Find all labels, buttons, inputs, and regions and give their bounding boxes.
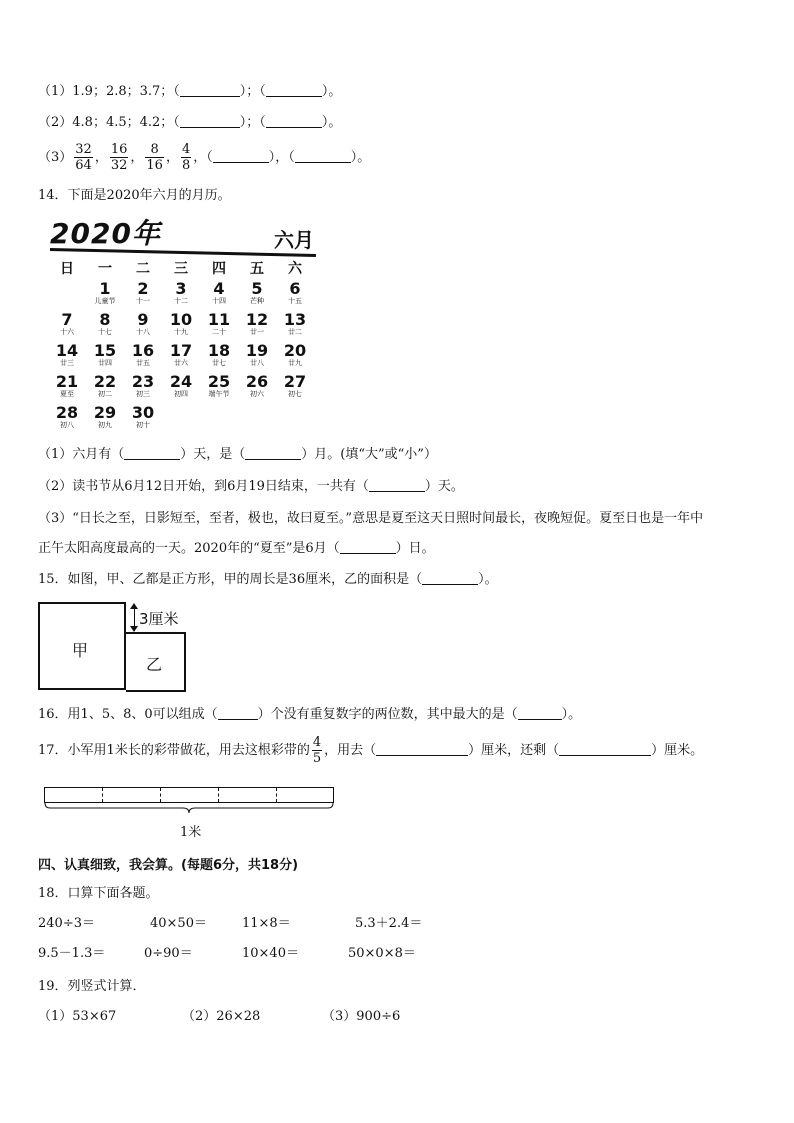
q17-b: ，用去（ — [324, 743, 377, 758]
q18-r1c3: 11×8＝ — [242, 916, 291, 931]
q14-sub-2 — [38, 477, 464, 497]
ribbon-division — [160, 788, 161, 802]
separator: ， — [130, 150, 144, 165]
weekday: 六 — [288, 261, 302, 277]
q18-r1c1: 240÷3＝ — [38, 916, 95, 931]
calendar-day-number: 28 — [55, 403, 79, 422]
brace-icon — [44, 803, 334, 813]
calendar-lunar-label: 初八 — [60, 421, 74, 429]
calendar-day-number: 10 — [169, 310, 193, 329]
ribbon-length-label: 1米 — [180, 825, 202, 840]
q18-r2c1: 9.5－1.3＝ — [38, 946, 106, 961]
answer-blank[interactable] — [266, 113, 322, 128]
q13-1-mid: ）；（ — [239, 84, 266, 99]
calendar-day-number: 3 — [175, 279, 187, 298]
calendar-lunar-label: 廿四 — [98, 359, 112, 367]
calendar-day-number: 5 — [251, 279, 263, 298]
calendar-day — [124, 280, 162, 306]
answer-blank[interactable] — [422, 570, 478, 585]
answer-blank[interactable] — [295, 148, 351, 163]
calendar-lunar-label: 十九 — [174, 328, 188, 336]
calendar-lunar-label: 初二 — [98, 390, 112, 398]
calendar-lunar-label: 初六 — [250, 390, 264, 398]
answer-blank[interactable] — [213, 148, 269, 163]
q17-text — [38, 732, 703, 770]
q19-item-2: （2）26×28 — [182, 1009, 261, 1024]
answer-blank[interactable] — [369, 477, 425, 492]
answer-blank[interactable] — [376, 741, 468, 756]
calendar-day — [238, 373, 276, 399]
calendar-day — [162, 311, 200, 337]
calendar-day — [86, 373, 124, 399]
calendar-day — [48, 404, 86, 430]
label-yi: 乙 — [146, 655, 163, 674]
calendar-lunar-label: 廿七 — [212, 359, 226, 367]
answer-blank[interactable] — [559, 741, 651, 756]
label-dimension: 3厘米 — [139, 610, 179, 628]
q18-title: 18．口算下面各题。 — [38, 886, 159, 901]
calendar-day — [86, 311, 124, 337]
q15-a: 15．如图，甲、乙都是正方形，甲的周长是36厘米，乙的面积是（ — [38, 572, 423, 587]
ribbon-division — [276, 788, 277, 802]
q16-c: ）。 — [561, 707, 582, 722]
calendar-day-number: 23 — [131, 372, 155, 391]
q18-r2c3: 10×40＝ — [242, 946, 299, 961]
q13-2-mid: ）；（ — [239, 115, 266, 130]
calendar-month: 六月 — [274, 228, 314, 252]
q14-3-a: 正午太阳高度最高的一天。2020年的“夏至”是6月（ — [38, 541, 340, 556]
q15-text — [38, 570, 498, 590]
calendar-lunar-label: 廿一 — [250, 328, 264, 336]
q13-3-prefix: （3） — [38, 150, 73, 165]
answer-blank[interactable] — [124, 445, 180, 460]
calendar-lunar-label: 廿三 — [60, 359, 74, 367]
calendar-day — [86, 280, 124, 306]
calendar-lunar-label: 廿五 — [136, 359, 150, 367]
calendar-lunar-label: 廿二 — [288, 328, 302, 336]
calendar-day — [86, 404, 124, 430]
calendar-day — [276, 311, 314, 337]
calendar-lunar-label: 十一 — [136, 297, 150, 305]
calendar-day-number: 29 — [93, 403, 117, 422]
q13-3-mid: ），（ — [268, 150, 295, 165]
calendar-lunar-label: 芒种 — [250, 297, 264, 305]
calendar-day — [200, 311, 238, 337]
calendar-day — [238, 342, 276, 368]
calendar-day — [124, 311, 162, 337]
calendar-lunar-label: 廿八 — [250, 359, 264, 367]
q14-2-a: （2）读书节从6月12日开始，到6月19日结束，一共有（ — [38, 479, 369, 494]
answer-blank[interactable] — [218, 705, 258, 720]
calendar-day-number: 9 — [137, 310, 149, 329]
q18-r1c4: 5.3＋2.4＝ — [355, 916, 423, 931]
section-heading: 四、认真细致，我会算。(每题6分，共18分) — [38, 858, 299, 873]
q14-3-b: ）日。 — [395, 541, 435, 556]
calendar-day-number: 14 — [55, 341, 79, 360]
arrow-down-icon — [130, 626, 138, 632]
calendar-lunar-label: 二十 — [212, 328, 226, 336]
calendar-day-number: 4 — [213, 279, 225, 298]
weekday: 四 — [212, 261, 226, 277]
calendar-day-number: 6 — [289, 279, 301, 298]
calendar-day-number: 7 — [61, 310, 73, 329]
ribbon-bar — [44, 787, 334, 803]
q14-1-b: ）天，是（ — [180, 447, 246, 462]
q19-title: 19．列竖式计算． — [38, 979, 146, 994]
arrow-up-icon — [130, 603, 138, 609]
calendar-day — [48, 373, 86, 399]
calendar-day-number: 18 — [207, 341, 231, 360]
calendar-lunar-label: 十七 — [98, 328, 112, 336]
calendar-day-number: 13 — [283, 310, 307, 329]
calendar-day — [238, 280, 276, 306]
q14-1-a: （1）六月有（ — [38, 447, 125, 462]
calendar-day-number: 19 — [245, 341, 269, 360]
calendar-lunar-label: 初九 — [98, 421, 112, 429]
calendar-day-number: 12 — [245, 310, 269, 329]
calendar-day-number: 16 — [131, 341, 155, 360]
calendar-lunar-label: 廿六 — [174, 359, 188, 367]
q18-r1c2: 40×50＝ — [150, 916, 207, 931]
calendar-day-number: 27 — [283, 372, 307, 391]
q19-item-3: （3）900÷6 — [322, 1009, 401, 1024]
q17-c: ）厘米，还剩（ — [468, 743, 560, 758]
calendar-day-number: 8 — [99, 310, 111, 329]
calendar-lunar-label: 初十 — [136, 421, 150, 429]
answer-blank[interactable] — [180, 82, 240, 97]
calendar-day-number: 15 — [93, 341, 117, 360]
calendar-day — [162, 373, 200, 399]
calendar-lunar-label: 十四 — [212, 297, 226, 305]
fraction: $\frac{4}{8}$ — [181, 142, 191, 173]
q18-r2c2: 0÷90＝ — [144, 946, 193, 961]
calendar-day-number: 1 — [99, 279, 111, 298]
calendar-day — [124, 373, 162, 399]
calendar-day — [162, 280, 200, 306]
separator: ， — [165, 150, 179, 165]
calendar-image — [46, 210, 318, 436]
weekday: 一 — [98, 261, 112, 277]
q16-a: 16．用1、5、8、0可以组成（ — [38, 707, 218, 722]
calendar-lunar-label: 十八 — [136, 328, 150, 336]
weekday: 二 — [136, 261, 150, 277]
answer-blank[interactable] — [245, 445, 301, 460]
calendar-day — [276, 342, 314, 368]
ribbon-figure — [44, 787, 340, 841]
q13-3-open: ，（ — [193, 150, 213, 165]
calendar-day — [124, 342, 162, 368]
calendar-day — [162, 342, 200, 368]
fraction: $\frac{16}{32}$ — [110, 142, 128, 173]
q14-title: 14．下面是2020年六月的月历。 — [38, 188, 231, 203]
q15-b: ）。 — [478, 572, 498, 587]
q13-line-3 — [38, 140, 370, 176]
q16-text — [38, 705, 581, 725]
q13-line-1 — [38, 82, 341, 102]
calendar-day-number: 24 — [169, 372, 193, 391]
calendar-weekday-row — [46, 258, 318, 278]
weekday: 三 — [174, 261, 188, 277]
calendar-lunar-label: 十五 — [288, 297, 302, 305]
answer-blank[interactable] — [266, 82, 322, 97]
answer-blank[interactable] — [340, 539, 396, 554]
calendar-day — [86, 342, 124, 368]
q18-r2c4: 50×0×8＝ — [348, 946, 416, 961]
calendar-day — [238, 311, 276, 337]
q19-item-1: （1）53×67 — [38, 1009, 117, 1024]
calendar-lunar-label: 十二 — [174, 297, 188, 305]
calendar-day — [200, 280, 238, 306]
answer-blank[interactable] — [180, 113, 240, 128]
q13-2-prefix: （2）4.8；4.5；4.2；（ — [38, 115, 180, 130]
fraction: $\frac{4}{5}$ — [312, 735, 322, 766]
calendar-lunar-label: 端午节 — [208, 390, 230, 398]
q13-3-end: ）。 — [350, 150, 371, 165]
q14-sub-3-line-2 — [38, 539, 435, 559]
q14-1-c: ）月。(填“大”或“小”） — [301, 447, 437, 462]
calendar-lunar-label: 初七 — [288, 390, 302, 398]
fraction: $\frac{8}{16}$ — [146, 142, 163, 173]
q14-2-b: ）天。 — [424, 479, 464, 494]
calendar-day — [48, 342, 86, 368]
calendar-lunar-label: 儿童节 — [94, 297, 116, 305]
q17-a: 17．小军用1米长的彩带做花，用去这根彩带的 — [38, 743, 310, 758]
calendar-day — [124, 404, 162, 430]
squares-figure — [38, 602, 188, 694]
calendar-day — [48, 311, 86, 337]
calendar-lunar-label: 十六 — [60, 328, 74, 336]
calendar-day-number: 21 — [55, 372, 79, 391]
calendar-day-number: 30 — [131, 403, 155, 422]
q14-sub-1 — [38, 445, 437, 465]
q13-line-2 — [38, 113, 341, 133]
calendar-day — [200, 373, 238, 399]
q17-d: ）厘米。 — [651, 743, 704, 758]
calendar-day-number: 25 — [207, 372, 231, 391]
answer-blank[interactable] — [518, 705, 562, 720]
fraction: $\frac{32}{64}$ — [75, 142, 92, 173]
q16-b: ）个没有重复数字的两位数，其中最大的是（ — [257, 707, 518, 722]
separator: ， — [94, 150, 108, 165]
calendar-day-number: 17 — [169, 341, 193, 360]
calendar-day — [276, 373, 314, 399]
weekday: 日 — [60, 261, 74, 277]
weekday: 五 — [250, 261, 264, 277]
calendar-lunar-label: 夏至 — [60, 390, 74, 398]
q13-2-end: ）。 — [321, 115, 342, 130]
calendar-day-number: 22 — [93, 372, 117, 391]
calendar-day-number: 11 — [207, 310, 231, 329]
calendar-lunar-label: 廿九 — [288, 359, 302, 367]
calendar-day-number: 2 — [137, 279, 149, 298]
calendar-day-number: 20 — [283, 341, 307, 360]
calendar-lunar-label: 初三 — [136, 390, 150, 398]
calendar-year: 2020年 — [50, 217, 161, 250]
q13-1-prefix: （1）1.9；2.8；3.7；（ — [38, 84, 180, 99]
ribbon-division — [102, 788, 103, 802]
q14-sub-3-line-1: （3）“日长之至，日影短至，至者，极也，故曰夏至。”意思是夏至这天日照时间最长，夜晚短促。夏至日也是一年中 — [38, 511, 704, 526]
calendar-lunar-label: 初四 — [174, 390, 188, 398]
q13-1-end: ）。 — [321, 84, 342, 99]
calendar-day-number: 26 — [245, 372, 269, 391]
label-jia: 甲 — [72, 641, 89, 660]
calendar-day — [276, 280, 314, 306]
ribbon-division — [218, 788, 219, 802]
calendar-day — [200, 342, 238, 368]
